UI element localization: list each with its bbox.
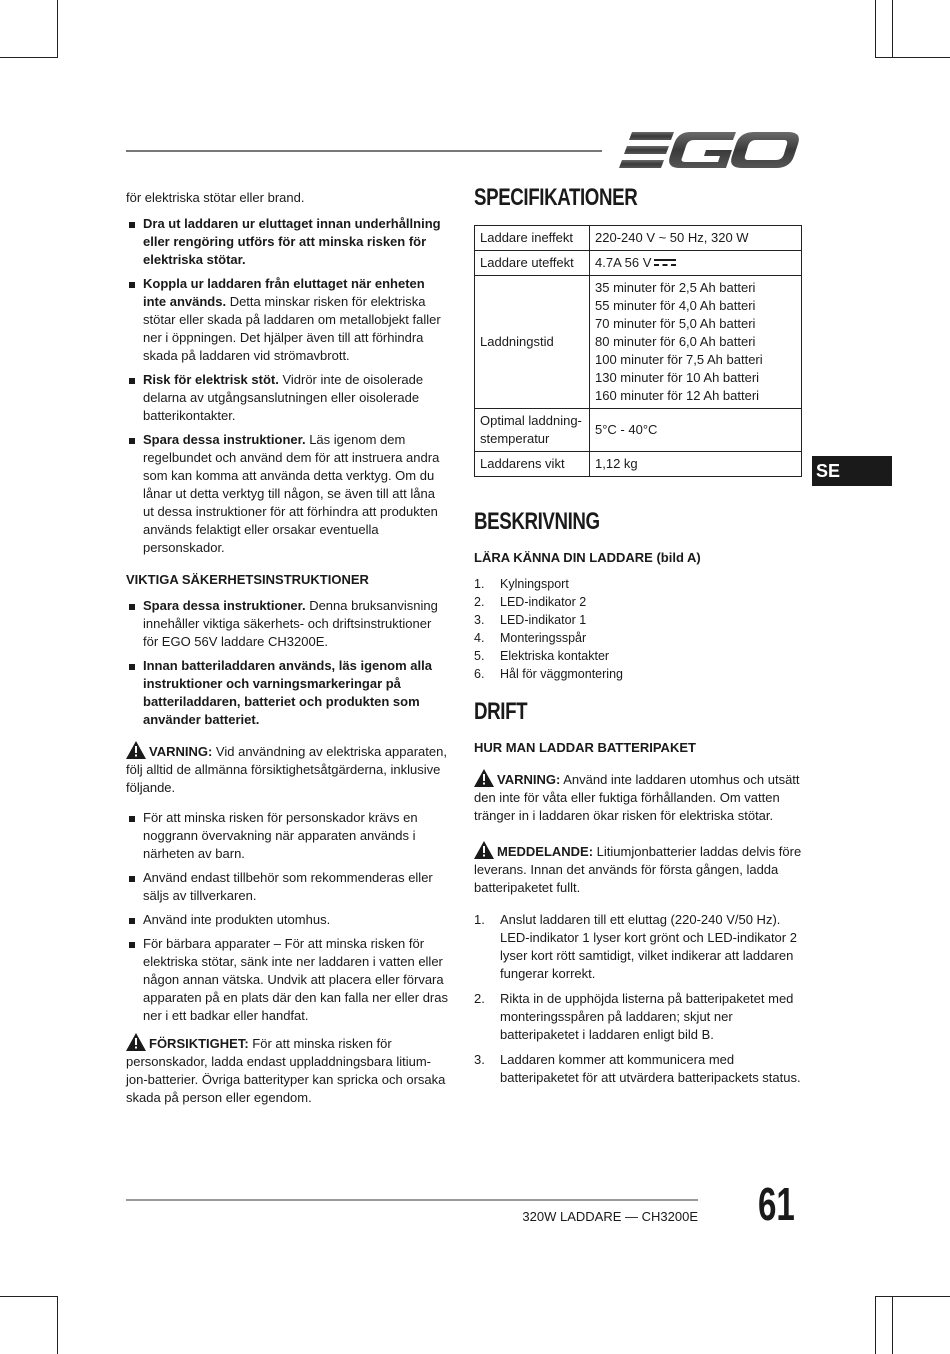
item-bold: Dra ut laddaren ur eluttaget innan underhållning eller rengöring utförs för att minska risken för elektriska stötar. — [143, 216, 441, 267]
notice-paragraph — [474, 841, 802, 897]
crop-mark — [0, 1296, 58, 1297]
warning-label: VARNING: — [149, 744, 213, 759]
warning-triangle-icon — [126, 741, 146, 759]
crop-mark — [57, 1296, 58, 1354]
item-bold: Innan batteriladdaren används, läs igenom alla instruktioner och varningsmarkeringar på batteriladdaren, batteriet och produkten som använder batteriet. — [143, 658, 432, 727]
list-item: 3. Laddaren kommer att kommunicera med batteripaketet för att utvärdera batteripackets status. — [474, 1052, 801, 1085]
spec-key: Laddare ineffekt — [475, 226, 590, 251]
general-list — [126, 809, 448, 1025]
table-row — [475, 251, 802, 276]
crop-mark — [892, 0, 893, 58]
warning-paragraph — [126, 741, 448, 797]
spec-value: 220-240 V ~ 50 Hz, 320 W — [590, 226, 802, 251]
crop-mark — [0, 57, 58, 58]
crop-mark — [875, 0, 876, 58]
crop-mark — [875, 1296, 876, 1354]
list-item — [126, 657, 448, 729]
charge-time: 35 minuter för 2,5 Ah batteri — [595, 280, 756, 295]
spec-heading: SPECIFIKATIONER — [474, 184, 638, 211]
warning-triangle-icon — [126, 1033, 146, 1051]
item-bold: Spara dessa instruktioner. — [143, 432, 306, 447]
charging-steps — [474, 911, 802, 1087]
list-item: Använd inte produkten utomhus. — [126, 911, 448, 929]
list-item: 3. LED-indikator 1 — [474, 613, 587, 627]
warning-text: Vid användning av elektriska apparaten, följ alltid de allmänna försiktighetsåtgärderna, inklusive följande. — [126, 744, 447, 795]
charge-time: 70 minuter för 5,0 Ah batteri — [595, 316, 756, 331]
notice-text: Litiumjonbatterier laddas delvis före leverans. Innan det används för första gången, ladda batteripaketet fullt. — [474, 844, 802, 895]
charge-time: 100 minuter för 7,5 Ah batteri — [595, 352, 763, 367]
crop-mark — [892, 1296, 893, 1354]
item-text: Denna bruksanvisning innehåller viktiga säkerhets- och driftsinstruktioner för EGO 56V laddare CH3200E. — [143, 598, 438, 649]
list-item: Använd endast tillbehör som rekommenderas eller säljs av tillverkaren. — [126, 869, 448, 905]
operation-heading: DRIFT — [474, 698, 528, 725]
list-item: 4. Monteringsspår — [474, 631, 587, 645]
charge-time: 130 minuter för 10 Ah batteri — [595, 370, 760, 385]
spec-value-cell — [590, 251, 802, 276]
spec-key: Laddarens vikt — [475, 452, 590, 477]
item-bold: Risk för elektrisk stöt. — [143, 372, 279, 387]
intro-text: för elektriska stötar eller brand. — [126, 190, 305, 205]
charge-time: 160 minuter för 12 Ah batteri — [595, 388, 760, 403]
list-item — [126, 431, 448, 557]
list-item: För bärbara apparater – För att minska risken för elektriska stötar, sänk inte ner laddaren i vatten eller någon annan vätska. Undvik att placera eller förvara apparaten på en plats där den kan falla ner eller dras ner i ett badkar eller handfat. — [126, 935, 448, 1025]
warning-triangle-icon — [474, 841, 494, 859]
list-item: För att minska risken för personskador krävs en noggrann övervakning när apparaten används i närheten av barn. — [126, 809, 448, 863]
safety-list-2 — [126, 597, 448, 729]
ego-logo — [618, 128, 800, 172]
warning-paragraph — [474, 769, 802, 825]
caution-paragraph — [126, 1033, 448, 1107]
description-heading: BESKRIVNING — [474, 508, 600, 535]
spec-value-cell — [590, 276, 802, 409]
spec-key: Optimal laddning-stemperatur — [475, 409, 590, 452]
crop-mark — [57, 0, 58, 58]
warning-label: VARNING: — [497, 772, 561, 787]
caution-label: FÖRSIKTIGHET: — [149, 1036, 249, 1051]
charge-time: 80 minuter för 6,0 Ah batteri — [595, 334, 756, 349]
list-item — [126, 597, 448, 651]
description-subheading: LÄRA KÄNNA DIN LADDARE (bild A) — [474, 550, 701, 565]
crop-mark — [875, 1296, 950, 1297]
header-rule — [126, 150, 602, 152]
list-item — [126, 215, 448, 269]
spec-value: 4.7A 56 V — [595, 255, 652, 270]
table-row — [475, 452, 802, 477]
left-column — [126, 189, 448, 1115]
page-number: 61 — [758, 1178, 795, 1230]
spec-key: Laddningstid — [475, 276, 590, 409]
item-text: Detta minskar risken för elektriska stötar eller skada på laddaren om metallobjekt faller ner i öppningen. Det hjälper även till att förhindra skada på laddaren vid strömavbrott. — [143, 294, 441, 363]
list-item — [126, 275, 448, 365]
charge-time: 55 minuter för 4,0 Ah batteri — [595, 298, 756, 313]
list-item: 5. Elektriska kontakter — [474, 649, 610, 663]
spec-table — [474, 225, 802, 477]
spec-value: 1,12 kg — [590, 452, 802, 477]
right-column — [474, 184, 802, 1094]
notice-label: MEDDELANDE: — [497, 844, 594, 859]
spec-key: Laddare uteffekt — [475, 251, 590, 276]
table-row — [475, 226, 802, 251]
operation-subheading: HUR MAN LADDAR BATTERIPAKET — [474, 740, 696, 755]
table-row — [475, 276, 802, 409]
item-text: Läs igenom dem regelbundet och använd dem för att instruera andra som kan komma att använda detta verktyg. Om du lånar ut detta verktyg till någon, se även till att låna ut dessa instruktioner för att förhindra att produkten används felaktigt eller orsakar eventuella personskador. — [143, 432, 440, 555]
dc-symbol-icon — [654, 258, 676, 268]
list-item — [126, 371, 448, 425]
list-item: 2. LED-indikator 2 — [474, 595, 587, 609]
table-row — [475, 409, 802, 452]
item-bold: Koppla ur laddaren från eluttaget när enheten inte används. — [143, 276, 425, 309]
crop-mark — [875, 57, 950, 58]
list-item: 2. Rikta in de upphöjda listerna på batteripaketet med monteringsspåren på laddaren; skjut ner batteripaketet i laddaren enligt bild B. — [474, 991, 794, 1042]
warning-triangle-icon — [474, 769, 494, 787]
warning-text: Använd inte laddaren utomhus och utsätt den inte för våta eller fuktiga förhållanden. Om vatten tränger in i laddaren ökar risken för elektriska stötar. — [474, 772, 800, 823]
item-bold: Spara dessa instruktioner. — [143, 598, 306, 613]
caution-text: För att minska risken för personskador, ladda endast uppladdningsbara litium-jon-batterier. Övriga batterityper kan spricka och orsaka skada på person eller egendom. — [126, 1036, 446, 1105]
spec-value: 5°C - 40°C — [590, 409, 802, 452]
list-item: 6. Hål för väggmontering — [474, 667, 623, 681]
parts-list — [474, 575, 802, 683]
footer-rule — [126, 1199, 698, 1201]
list-item: 1. Kylningsport — [474, 577, 569, 591]
list-item: 1. Anslut laddaren till ett eluttag (220-240 V/50 Hz). LED-indikator 1 lyser kort grönt och LED-indikator 2 lyser kort rött samtidigt, vilket indikerar att laddaren fungerar korrekt. — [474, 912, 797, 981]
section-subheading: VIKTIGA SÄKERHETSINSTRUKTIONER — [126, 572, 369, 587]
language-tab: SE — [812, 456, 892, 486]
safety-list-1 — [126, 215, 448, 557]
footer-title: 320W LADDARE — CH3200E — [522, 1209, 698, 1224]
item-text: Vidrör inte de oisolerade delarna av utgångsanslutningen eller oisolerade batterikontakter. — [143, 372, 424, 423]
